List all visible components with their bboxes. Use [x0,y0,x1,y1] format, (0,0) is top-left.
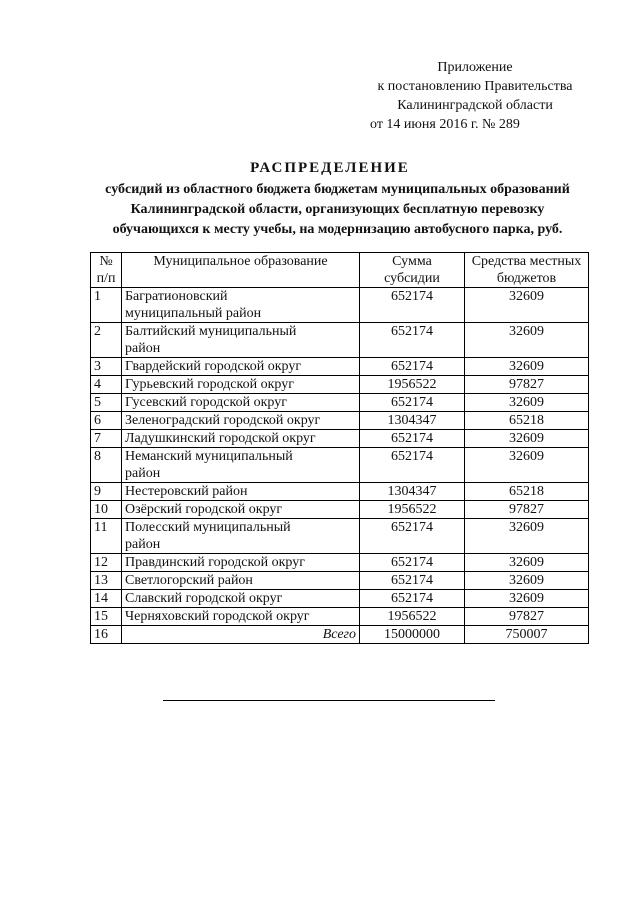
row-subsidy: 652174 [360,519,465,554]
row-municipality [122,483,360,501]
row-municipality [122,358,360,376]
row-number: 6 [91,412,122,430]
document-title: РАСПРЕДЕЛЕНИЕ [250,160,410,176]
appendix-decree: к постановлению Правительства [377,79,573,94]
table-row [91,608,589,626]
municipality-name-line: район [125,537,161,552]
row-subsidy: 1956522 [360,501,465,519]
total-subsidy: 15000000 [360,626,465,644]
municipality-name-line: Полесский муниципальный [125,520,291,535]
table-row [91,448,589,483]
row-subsidy: 652174 [360,430,465,448]
row-number: 3 [91,358,122,376]
row-local-budget: 32609 [465,572,589,590]
row-municipality [122,376,360,394]
appendix-block [360,58,590,134]
subtitle-line: субсидий из областного бюджета бюджетам муниципальных образований [105,182,570,197]
municipality-name-line: Багратионовский [125,289,228,304]
municipality-name-line: Гурьевский городской округ [125,377,294,392]
municipality-name-line: Нестеровский район [125,484,248,499]
municipality-name-line: Правдинский городской округ [125,555,305,570]
row-subsidy: 652174 [360,323,465,358]
table-row [91,288,589,323]
municipality-name-line: Балтийский муниципальный [125,324,297,339]
subtitle-line: обучающихся к месту учебы, на модернизацию автобусного парка, руб. [112,222,563,237]
municipality-name-line: район [125,466,161,481]
row-number: 15 [91,608,122,626]
row-number: 7 [91,430,122,448]
municipality-name-line: Ладушкинский городской округ [125,431,316,446]
header-local-line: бюджетов [496,271,557,286]
row-number: 12 [91,554,122,572]
row-subsidy: 1304347 [360,412,465,430]
row-municipality [122,430,360,448]
row-municipality [122,572,360,590]
row-subsidy: 1956522 [360,376,465,394]
row-local-budget: 32609 [465,519,589,554]
total-row [91,626,589,644]
distribution-table [90,252,589,644]
row-municipality [122,323,360,358]
row-municipality [122,501,360,519]
municipality-name-line: Неманский муниципальный [125,449,293,464]
header-subsidy-line: Сумма [392,254,432,269]
row-local-budget: 32609 [465,394,589,412]
row-number: 2 [91,323,122,358]
row-number: 4 [91,376,122,394]
row-number: 10 [91,501,122,519]
header-number-line: № [99,254,113,269]
table-body [91,288,589,644]
bottom-divider [163,700,495,701]
table-row [91,590,589,608]
table-row [91,483,589,501]
row-subsidy: 1304347 [360,483,465,501]
municipality-name-line: Гвардейский городской округ [125,359,302,374]
row-subsidy: 652174 [360,394,465,412]
row-municipality [122,554,360,572]
row-number: 5 [91,394,122,412]
row-local-budget: 97827 [465,501,589,519]
row-number: 9 [91,483,122,501]
total-label: Всего [122,626,360,644]
row-municipality [122,394,360,412]
municipality-name-line: Светлогорский район [125,573,253,588]
row-local-budget: 32609 [465,430,589,448]
table-row [91,519,589,554]
table-row [91,376,589,394]
table-row [91,358,589,376]
table-row [91,501,589,519]
row-subsidy: 652174 [360,358,465,376]
municipality-name-line: Озёрский городской округ [125,502,283,517]
row-local-budget: 32609 [465,288,589,323]
header-number-line: п/п [96,271,116,286]
municipality-name-line: Гусевский городской округ [125,395,287,410]
row-number: 11 [91,519,122,554]
total-local-budget: 750007 [465,626,589,644]
row-number: 14 [91,590,122,608]
row-subsidy: 652174 [360,554,465,572]
header-local-line: Средства местных [471,254,582,269]
table-row [91,430,589,448]
row-local-budget: 32609 [465,554,589,572]
municipality-name-line: Славский городской округ [125,591,283,606]
subtitle-line: Калининградской области, организующих бесплатную перевозку [130,202,545,217]
table-header-row [91,253,589,288]
row-municipality [122,412,360,430]
row-local-budget: 97827 [465,376,589,394]
row-subsidy: 652174 [360,288,465,323]
row-local-budget: 32609 [465,323,589,358]
row-municipality [122,288,360,323]
row-local-budget: 32609 [465,358,589,376]
municipality-name-line: Зеленоградский городской округ [125,413,321,428]
header-number [91,253,122,288]
municipality-name-line: муниципальный район [125,306,262,321]
municipality-name-line: район [125,341,161,356]
row-number: 1 [91,288,122,323]
header-municipality: Муниципальное образование [122,253,360,288]
row-local-budget: 32609 [465,448,589,483]
header-subsidy-line: субсидии [384,271,440,286]
appendix-date: от 14 июня 2016 г. № 289 [370,117,520,132]
document-subtitle [80,180,595,240]
appendix-title: Приложение [437,60,513,75]
header-subsidy [360,253,465,288]
row-municipality [122,590,360,608]
row-municipality [122,448,360,483]
row-number: 13 [91,572,122,590]
table-row [91,394,589,412]
row-subsidy: 1956522 [360,608,465,626]
row-subsidy: 652174 [360,448,465,483]
total-number: 16 [91,626,122,644]
row-subsidy: 652174 [360,590,465,608]
row-municipality [122,608,360,626]
header-local-budgets [465,253,589,288]
row-local-budget: 97827 [465,608,589,626]
row-local-budget: 65218 [465,483,589,501]
row-number: 8 [91,448,122,483]
table-row [91,554,589,572]
row-local-budget: 32609 [465,590,589,608]
row-subsidy: 652174 [360,572,465,590]
table-row [91,412,589,430]
municipality-name-line: Черняховский городской округ [125,609,310,624]
appendix-region: Калининградской области [397,98,553,113]
row-municipality [122,519,360,554]
table-row [91,572,589,590]
row-local-budget: 65218 [465,412,589,430]
table-row [91,323,589,358]
